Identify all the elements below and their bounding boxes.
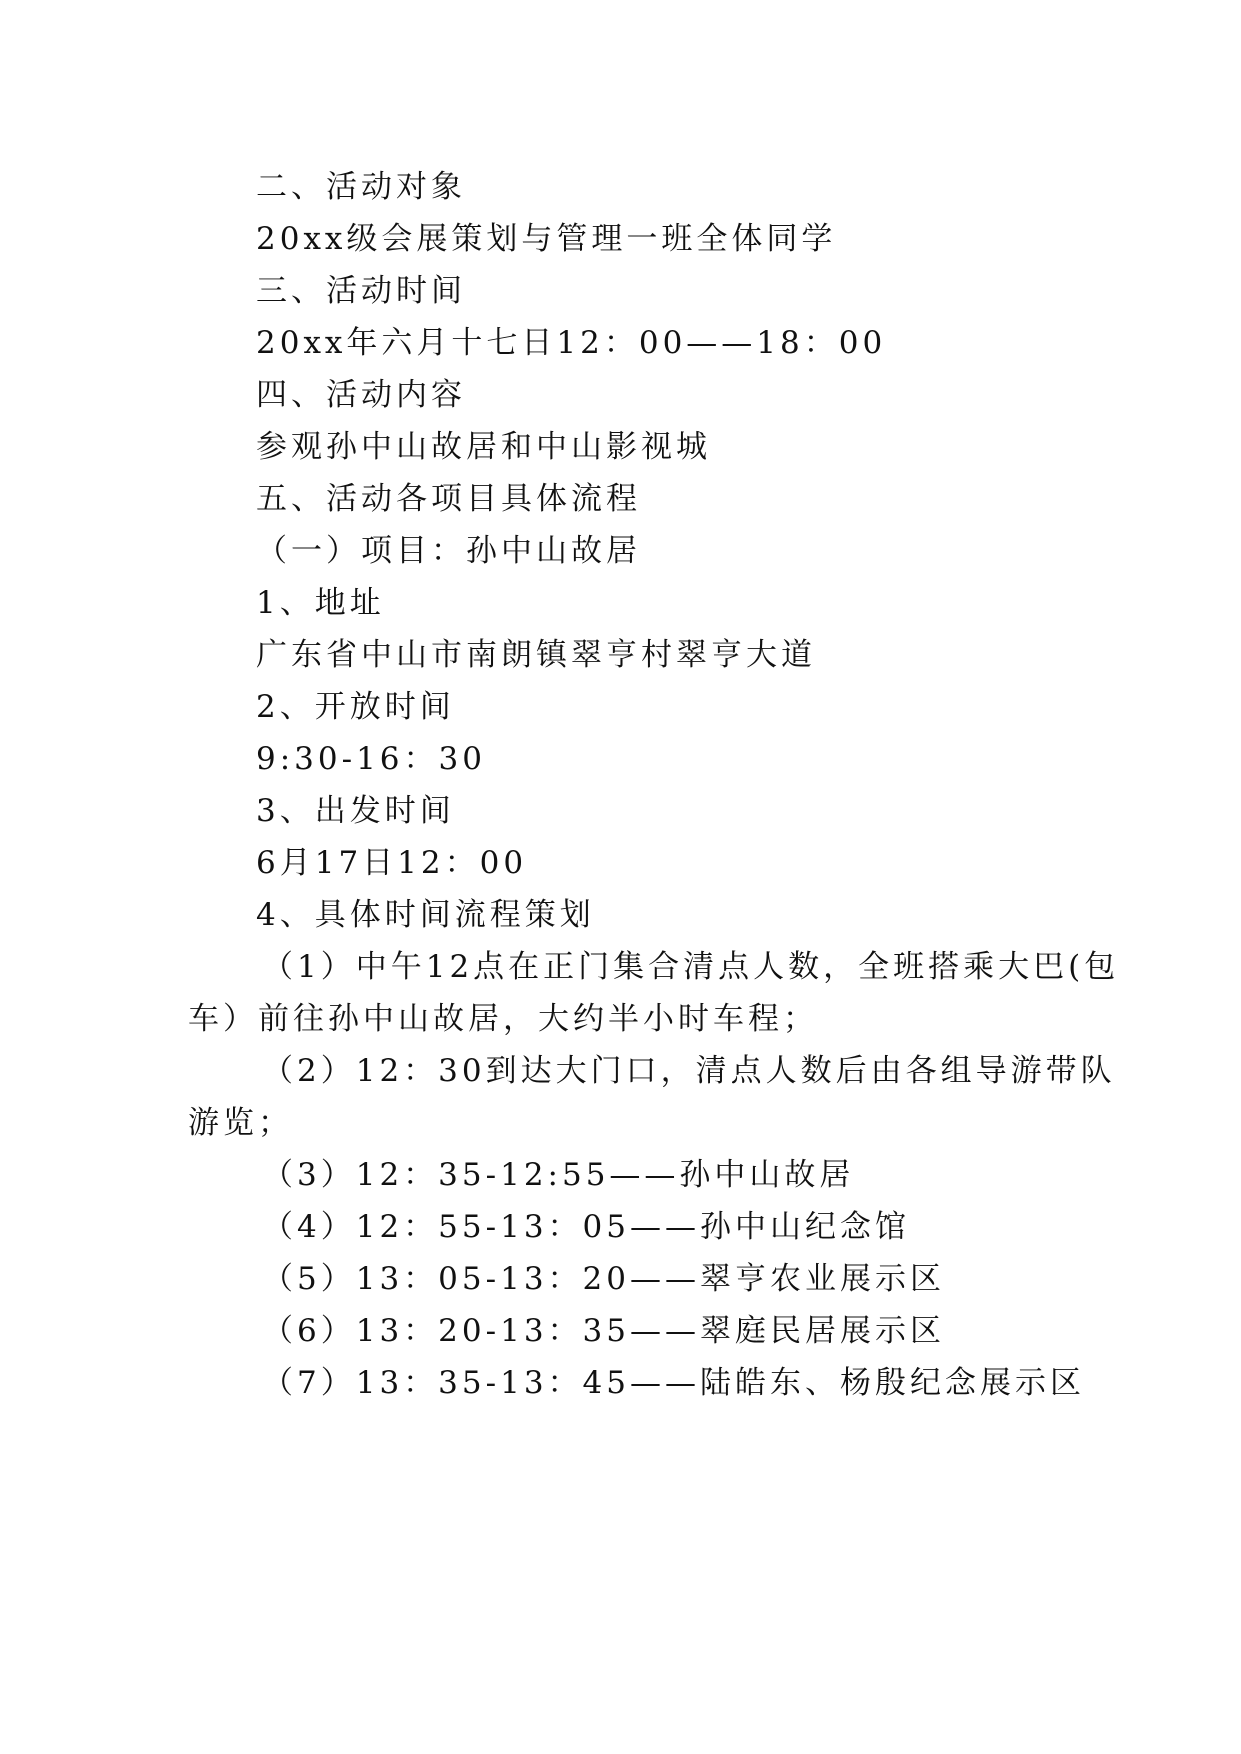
subheading-project: （一）项目：孙中山故居	[256, 533, 641, 569]
heading-activity-process: 五、活动各项目具体流程	[256, 481, 641, 517]
activity-time-text: 20xx年六月十七日12：00——18：00	[256, 325, 887, 361]
heading-activity-time: 三、活动时间	[256, 273, 466, 309]
activity-content-text: 参观孙中山故居和中山影视城	[256, 429, 711, 465]
item-opening-hours-label: 2、开放时间	[256, 689, 455, 725]
schedule-step-4: （4）12：55-13：05——孙中山纪念馆	[262, 1209, 910, 1245]
schedule-step-6: （6）13：20-13：35——翠庭民居展示区	[262, 1313, 945, 1349]
schedule-step-2-line1: （2）12：30到达大门口，清点人数后由各组导游带队	[262, 1053, 1116, 1089]
schedule-step-7: （7）13：35-13：45——陆皓东、杨殷纪念展示区	[262, 1365, 1085, 1401]
heading-activity-target: 二、活动对象	[256, 169, 466, 205]
schedule-step-5: （5）13：05-13：20——翠亨农业展示区	[262, 1261, 945, 1297]
item-schedule-label: 4、具体时间流程策划	[256, 897, 595, 933]
schedule-step-2-line2: 游览；	[188, 1105, 293, 1141]
item-opening-hours-text: 9:30-16：30	[256, 741, 486, 777]
activity-target-text: 20xx级会展策划与管理一班全体同学	[256, 221, 837, 257]
schedule-step-3: （3）12：35-12:55——孙中山故居	[262, 1157, 855, 1193]
item-departure-label: 3、出发时间	[256, 793, 455, 829]
item-address-label: 1、地址	[256, 585, 385, 621]
heading-activity-content: 四、活动内容	[256, 377, 466, 413]
schedule-step-1-line1: （1）中午12点在正门集合清点人数，全班搭乘大巴(包	[262, 949, 1120, 985]
schedule-step-1-line2: 车）前往孙中山故居，大约半小时车程；	[188, 1001, 818, 1037]
item-address-text: 广东省中山市南朗镇翠亨村翠亨大道	[256, 637, 816, 673]
item-departure-text: 6月17日12：00	[256, 845, 528, 881]
